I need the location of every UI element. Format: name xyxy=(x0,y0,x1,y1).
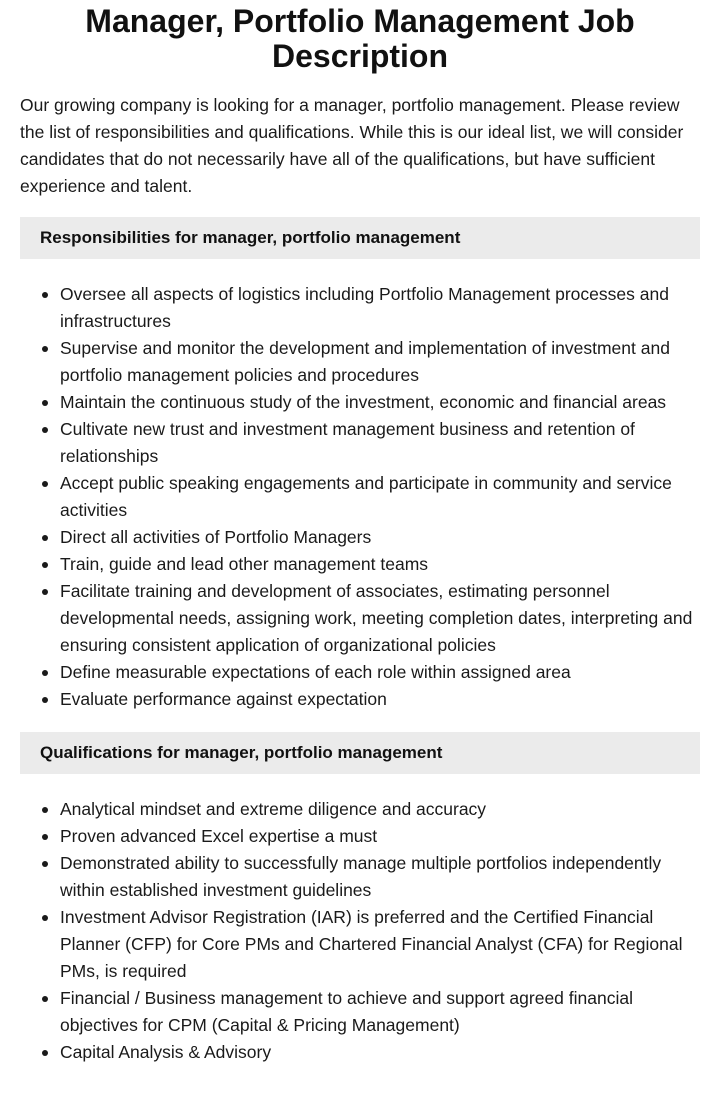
list-item: Supervise and monitor the development and implementation of investment and portfolio management policies and procedures xyxy=(60,335,700,389)
list-item: Evaluate performance against expectation xyxy=(60,686,700,713)
list-item: Accept public speaking engagements and participate in community and service activities xyxy=(60,470,700,524)
list-item: Demonstrated ability to successfully manage multiple portfolios independently within established investment guidelines xyxy=(60,850,700,904)
page-title: Manager, Portfolio Management Job Description xyxy=(85,3,635,74)
list-item: Facilitate training and development of associates, estimating personnel developmental needs, assigning work, meeting completion dates, interpreting and ensuring consistent application of organizational policies xyxy=(60,578,700,659)
qualifications-heading: Qualifications for manager, portfolio management xyxy=(20,732,700,774)
list-item: Maintain the continuous study of the investment, economic and financial areas xyxy=(60,389,700,416)
intro-paragraph: Our growing company is looking for a manager, portfolio management. Please review the list of responsibilities and qualifications. While this is our ideal list, we will consider candidates that do not necessarily have all of the qualifications, but have sufficient experience and talent. xyxy=(20,95,684,196)
list-item: Cultivate new trust and investment management business and retention of relationships xyxy=(60,416,700,470)
list-item: Financial / Business management to achieve and support agreed financial objectives for CPM (Capital & Pricing Management) xyxy=(60,985,700,1039)
list-item: Direct all activities of Portfolio Managers xyxy=(60,524,700,551)
list-item: Analytical mindset and extreme diligence and accuracy xyxy=(60,796,700,823)
list-item: Train, guide and lead other management teams xyxy=(60,551,700,578)
qualifications-list xyxy=(20,774,700,1066)
list-item: Investment Advisor Registration (IAR) is preferred and the Certified Financial Planner (CFP) for Core PMs and Chartered Financial Analyst (CFA) for Regional PMs, is required xyxy=(60,904,700,985)
responsibilities-heading: Responsibilities for manager, portfolio management xyxy=(20,217,700,259)
list-item: Define measurable expectations of each role within assigned area xyxy=(60,659,700,686)
list-item: Oversee all aspects of logistics including Portfolio Management processes and infrastructures xyxy=(60,281,700,335)
list-item: Proven advanced Excel expertise a must xyxy=(60,823,700,850)
list-item: Capital Analysis & Advisory xyxy=(60,1039,700,1066)
responsibilities-list xyxy=(20,259,700,713)
